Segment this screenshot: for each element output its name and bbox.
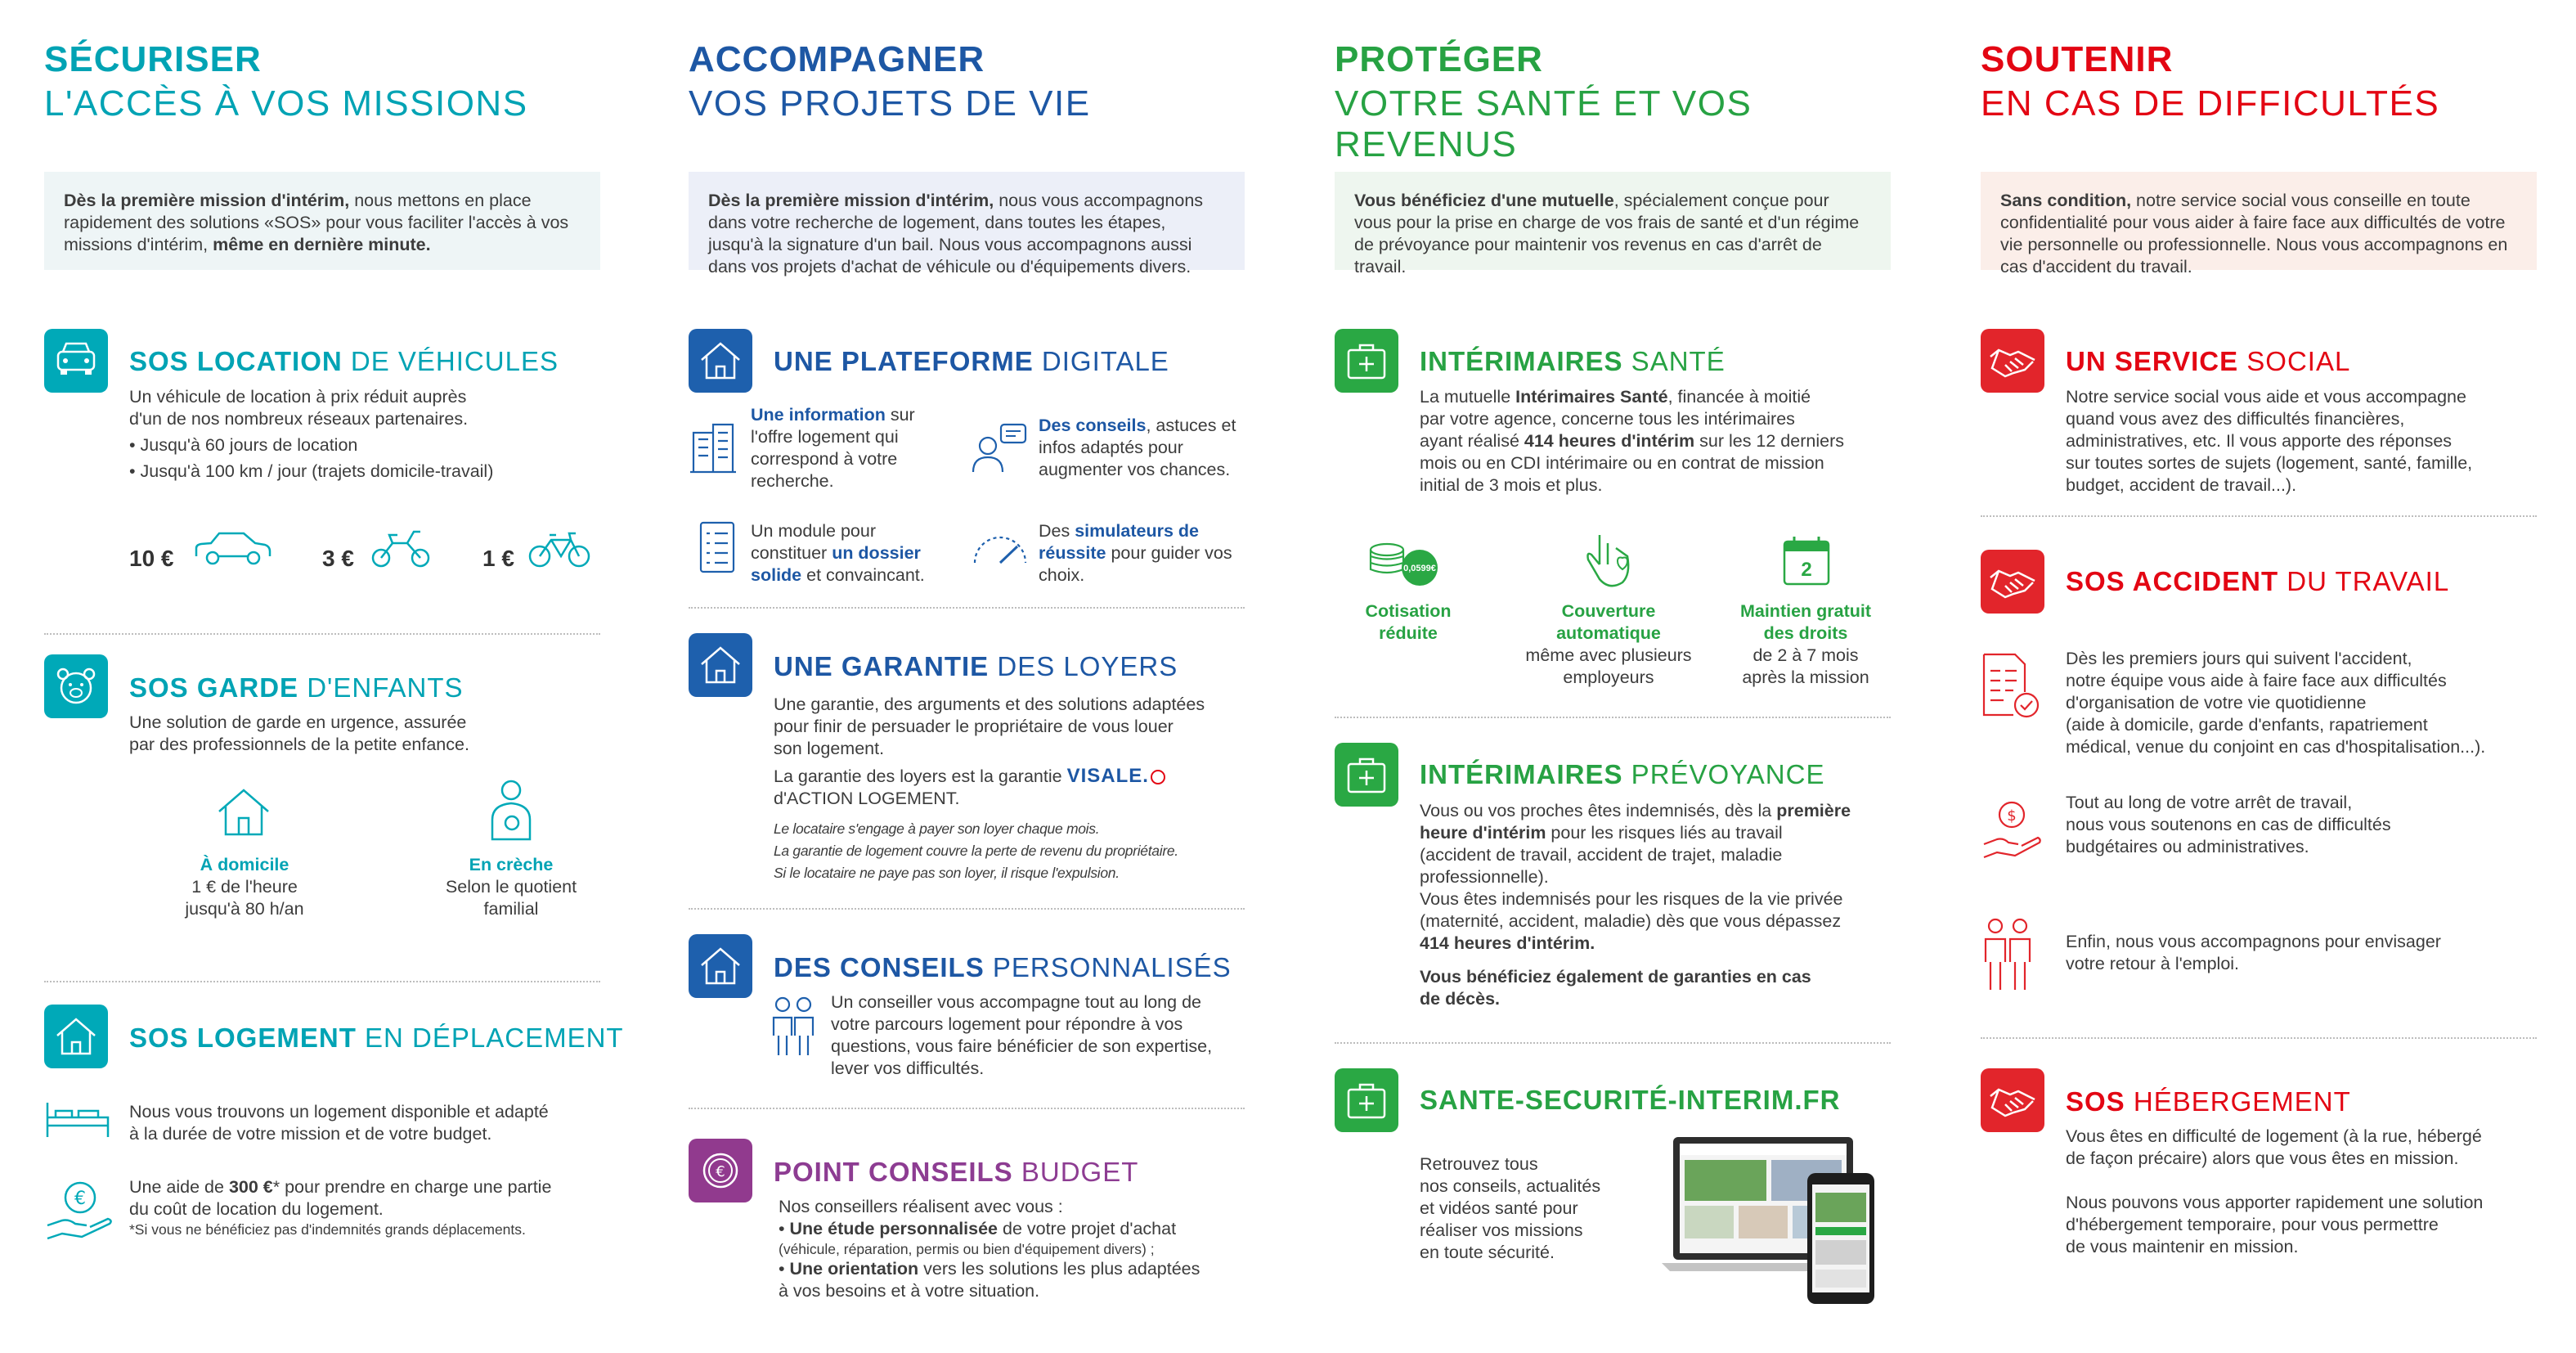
column-subtitle: VOS PROJETS DE VIE [689,83,1091,124]
garde-domicile: À domicile 1 € de l'heure jusqu'à 80 h/an [185,855,304,919]
column-accompagner [689,0,1245,1353]
location-text: Un véhicule de location à prix réduit auprès d'un de nos nombreux réseaux partenaires. • Jusqu'à 60 jours de location • Jusqu'à 100 km / jour (trajets domicile-travail) [129,387,494,481]
column-subtitle: EN CAS DE DIFFICULTÉS [1981,83,2440,124]
divider [1335,1042,1891,1044]
column-subtitle: L'ACCÈS À VOS MISSIONS [44,83,528,124]
teddy-bear-icon [44,654,108,718]
hebergement-text: Vous êtes en difficulté de logement (à la rue, hébergé de façon précaire) alors que vous êtes en mission. Nous pouvons vous apporter rapidement une solution d'hébergement temporaire, pour vous permettre de vous maintenir en mission. [2066,1126,2484,1256]
first-aid-kit-icon [1335,1068,1398,1132]
first-aid-kit-icon [1335,743,1398,807]
mother-child-icon [486,777,536,843]
divider [1981,515,2537,517]
advisor-chat-icon [972,421,1029,474]
budget-text: Nos conseillers réalisent avec vous : • Une étude personnalisée de votre projet d'achat (véhicule, réparation, permis ou bien d'équipement divers) ; • Une orientation vers les solutions les plus adaptées à vos besoins et à votre situation. [779,1197,1200,1301]
section-title-budget: POINT CONSEILS BUDGET [774,1157,1139,1187]
divider [1335,717,1891,718]
sante-text: La mutuelle Intérimaires Santé, financée à moitié par votre agence, concerne tous les intérimaires ayant réalisé 414 heures d'intérim sur les 12 derniers mois ou en CDI intérimaire ou en contrat de mission initial de 3 mois et plus. [1420,387,1844,495]
svg-text:$: $ [2007,807,2017,825]
section-title-logement: SOS LOGEMENT EN DÉPLACEMENT [129,1023,624,1053]
column-title: SÉCURISER [44,39,262,79]
calendar-icon [1781,533,1832,587]
section-title-location: SOS LOCATION DE VÉHICULES [129,346,559,376]
handshake-icon [1981,329,2044,393]
advisors-icon [770,995,816,1057]
logement-text: Nous vous trouvons un logement disponible et adapté à la durée de votre mission et de votre budget. [129,1102,549,1144]
section-title-plateforme: UNE PLATEFORME DIGITALE [774,346,1169,376]
people-icon [1981,916,2035,991]
intro-box: Vous bénéficiez d'une mutuelle, spécialement conçue pour vous pour la prise en charge de vos frais de santé et d'un régime de prévoyance pour maintenir vos revenus en cas d'arrêt de travail. [1335,172,1891,270]
column-proteger [1335,0,1891,1353]
building-icon [689,421,738,475]
divider [689,908,1245,910]
intro-box: Sans condition, notre service social vous conseille en toute confidentialité pour vous aider à faire face aux difficultés de votre vie personnelle ou professionnelle. Nous vous accompagnons en cas d'accident du travail. [1981,172,2537,270]
handshake-icon [1981,1068,2044,1132]
document-check-icon [1981,651,2043,720]
divider [689,607,1245,609]
social-text: Notre service social vous aide et vous accompagne quand vous avez des difficultés financières, administratives, etc. Il vous apporte des réponses sur toutes sortes de sujets (logement, santé, famille, budget, accident de travail...). [2066,387,2473,495]
gauge-icon [972,530,1029,566]
price-car: 10 € [129,546,174,571]
car-outline-icon [191,524,273,573]
column-subtitle: VOTRE SANTÉ ET VOS REVENUS [1335,83,1752,164]
visale-logo: VISALE. [1066,765,1149,787]
intro-box: Dès la première mission d'intérim, nous vous accompagnons dans votre recherche de logement, dans toutes les étapes, jusqu'à la signature d'un bail. Nous vous accompagnons aussi dans vos projets d'achat de véhicule ou d'équipements divers. [689,172,1245,270]
house-icon [689,934,752,998]
section-title-social: UN SERVICE SOCIAL [2066,346,2351,376]
section-title-conseils: DES CONSEILS PERSONNALISÉS [774,952,1232,982]
column-securiser [44,0,624,1353]
price-bike: 1 € [482,546,514,571]
section-title-garantie: UNE GARANTIE DES LOYERS [774,651,1178,681]
svg-text:2: 2 [1801,559,1812,581]
conseils-text: Un conseiller vous accompagne tout au long de votre parcours logement pour répondre à vos questions, vous faire bénéficier de son expertise, lever vos difficultés. [831,992,1213,1078]
coins-icon [1367,537,1449,591]
section-title-prevoyance: INTÉRIMAIRES PRÉVOYANCE [1420,759,1825,789]
website-text: Retrouvez tous nos conseils, actualités et vidéos santé pour réaliser vos missions en toute sécurité. [1420,1154,1601,1262]
key-couverture: Couverture automatique même avec plusieurs employeurs [1525,601,1692,687]
visale-logo-mark [1151,770,1165,784]
column-title: SOUTENIR [1981,39,2174,79]
bicycle-icon [527,524,592,573]
handshake-icon [1981,550,2044,614]
column-title: ACCOMPAGNER [689,39,985,79]
svg-text:€: € [716,1163,725,1180]
checklist-icon [698,520,736,574]
garde-creche: En crèche Selon le quotient familial [445,855,577,919]
scooter-icon [368,524,433,573]
house-icon [214,784,273,839]
divider [44,633,600,635]
house-icon [44,1005,108,1068]
svg-text:€: € [74,1189,86,1209]
section-title-website: SANTE-SECURITÉ-INTERIM.FR [1420,1085,1841,1115]
accident-text-1: Dès les premiers jours qui suivent l'accident, notre équipe vous aide à faire face aux difficultés d'organisation de votre vie quotidienne (aide à domicile, garde d'enfants, rapatriement médical, venue du conjoint en cas d'hospitalisation...). [2066,649,2486,757]
house-icon [689,633,752,697]
first-aid-kit-icon [1335,329,1398,393]
feature-conseils: Des conseils, astuces et infos adaptés pour augmenter vos chances. [1039,416,1236,479]
garde-text: Une solution de garde en urgence, assurée par des professionnels de la petite enfance. [129,712,469,754]
column-title: PROTÉGER [1335,39,1543,79]
euro-hand-icon [44,1178,114,1243]
section-title-garde: SOS GARDE D'ENFANTS [129,672,464,703]
hand-heart-icon [1580,532,1637,594]
section-title-hebergement: SOS HÉBERGEMENT [2066,1086,2351,1117]
svg-text:0,0599€: 0,0599€ [1403,564,1436,573]
prevoyance-text: Vous ou vos proches êtes indemnisés, dès la première heure d'intérim pour les risques liés au travail (accident de travail, accident de trajet, maladie professionnelle). Vous êtes indemnisés pour les risques de la vie privée (maternité, accident, maladie) dès que vous dépassez 414 heures d'intérim. Vous bénéficiez également de garanties en cas de décès. [1420,801,1851,1009]
divider [689,1108,1245,1109]
garantie-notes: Le locataire s'engage à payer son loyer chaque mois. La garantie de logement couvre la perte de revenu du propriétaire. Si le locataire ne paye pas son loyer, il risque l'expulsion. [774,820,1178,881]
website-devices-illustration [1662,1132,1883,1309]
divider [1981,1037,2537,1039]
feature-simulateurs: Des simulateurs de réussite pour guider vos choix. [1039,521,1232,585]
house-icon [689,329,752,393]
bed-icon [44,1096,111,1142]
divider [44,981,600,982]
accident-text-3: Enfin, nous vous accompagnons pour envisager votre retour à l'emploi. [2066,932,2441,973]
car-icon [44,329,108,393]
key-cotisation: Cotisation réduite [1365,601,1452,643]
garantie-text: Une garantie, des arguments et des solutions adaptées pour finir de persuader le propriétaire de vous louer son logement. La garantie des loyers est la garantie VISALE. d'ACTION LOGEMENT. [774,694,1205,808]
intro-box: Dès la première mission d'intérim, nous mettons en place rapidement des solutions «SOS» pour vous faciliter l'accès à vos missions d'intérim, même en dernière minute. [44,172,600,270]
feature-information: Une information sur l'offre logement qui correspond à votre recherche. [751,405,915,491]
accident-text-2: Tout au long de votre arrêt de travail, nous vous soutenons en cas de difficultés budgétaires ou administratives. [2066,793,2391,856]
key-maintien: Maintien gratuit des droits de 2 à 7 mois après la mission [1739,601,1872,687]
section-title-accident: SOS ACCIDENT DU TRAVAIL [2066,566,2450,596]
feature-dossier: Un module pour constituer un dossier solide et convaincant. [751,521,925,585]
section-title-sante: INTÉRIMAIRES SANTÉ [1420,346,1726,376]
money-hand-icon [1981,798,2043,864]
euro-coin-icon [689,1139,752,1202]
price-scooter: 3 € [322,546,354,571]
column-soutenir [1981,0,2537,1353]
aide-text: Une aide de 300 €* pour prendre en charge une partie du coût de location du logement. *Si vous ne bénéficiez pas d'indemnités grands déplacements. [129,1177,552,1238]
